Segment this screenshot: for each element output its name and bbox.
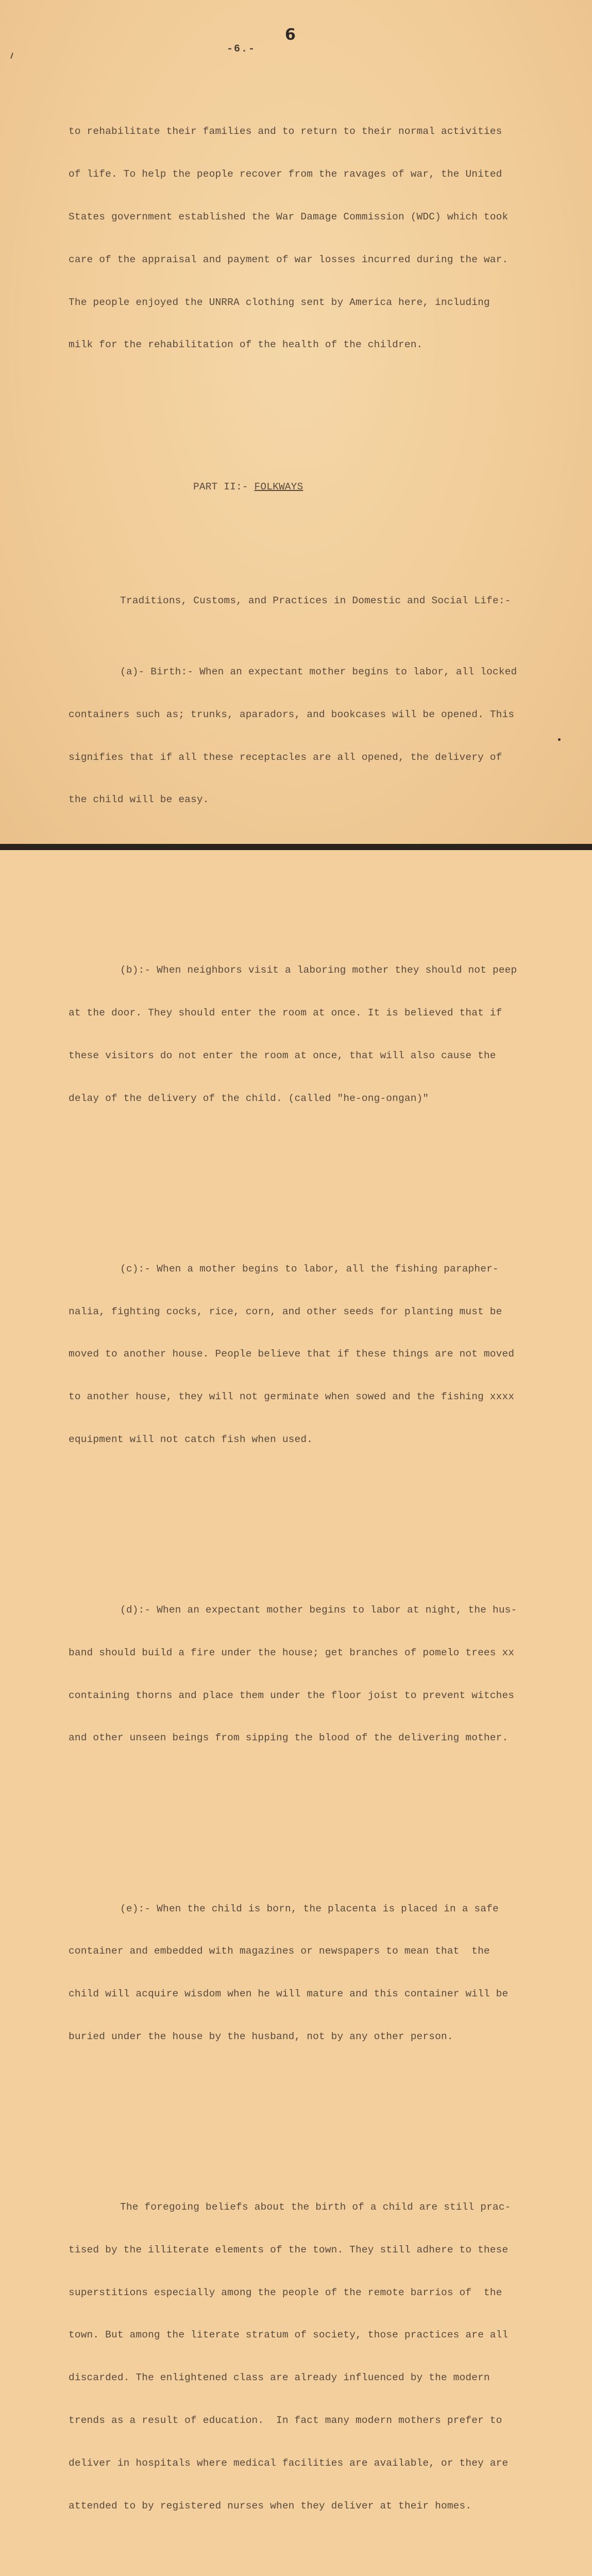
- text-line: to rehabilitate their families and to return to their normal activities: [69, 126, 502, 138]
- text-line: deliver in hospitals where medical facilities are available, or they are: [69, 2457, 509, 2469]
- text-line: nalia, fighting cocks, rice, corn, and other seeds for planting must be: [69, 1306, 502, 1317]
- paragraph-birth-d: [69, 1575, 563, 1774]
- text-line: containing thorns and place them under the floor joist to prevent witches: [69, 1689, 515, 1701]
- text-line: moved to another house. People believe that if these things are not moved: [69, 1348, 515, 1360]
- paragraph-birth-e: [69, 1873, 563, 2072]
- text-line: discarded. The enlightened class are already influenced by the modern: [69, 2372, 490, 2384]
- paragraph-birth-a: [69, 637, 563, 836]
- text-line: containers such as; trunks, aparadors, and bookcases will be opened. This: [69, 708, 515, 720]
- text-line: States government established the War Damage Commission (WDC) which took: [69, 211, 509, 223]
- text-line: child will acquire wisdom when he will mature and this container will be: [69, 1988, 509, 2000]
- paragraph-intro: [69, 96, 563, 381]
- text-line: care of the appraisal and payment of war losses incurred during the war.: [69, 253, 509, 265]
- text-line: the child will be easy.: [69, 794, 209, 806]
- text-line: signifies that if all these receptacles are all opened, the delivery of: [69, 751, 502, 763]
- text-line: at the door. They should enter the room at once. It is believed that if: [69, 1007, 502, 1019]
- text-line: (b):- When neighbors visit a laboring mother they should not peep: [120, 964, 517, 976]
- text-line: superstitions especially among the people of the remote barrios of the: [69, 2286, 502, 2298]
- text-line: (c):- When a mother begins to labor, all the fishing parapher-: [120, 1263, 499, 1275]
- ink-spot: [558, 738, 561, 741]
- text-line: The foregoing beliefs about the birth of a child are still prac-: [120, 2201, 511, 2213]
- text-line: attended to by registered nurses when they deliver at their homes.: [69, 2500, 472, 2512]
- part-title-folkways: FOLKWAYS: [254, 481, 303, 493]
- text-line: of life. To help the people recover from the ravages of war, the United: [69, 168, 502, 180]
- text-line: buried under the house by the husband, not by any other person.: [69, 2030, 453, 2042]
- part-title: [69, 480, 563, 495]
- text-line: and other unseen beings from sipping the blood of the delivering mother.: [69, 1732, 509, 1744]
- handwritten-page-number: 6: [285, 26, 296, 44]
- text-line: (a)- Birth:- When an expectant mother begins to labor, all locked: [120, 666, 517, 677]
- text-line: to another house, they will not germinate when sowed and the fishing xxxx: [69, 1391, 515, 1403]
- margin-mark: [10, 53, 13, 59]
- text-line: these visitors do not enter the room at once, that will also cause the: [69, 1049, 496, 1061]
- text-line: tised by the illiterate elements of the town. They still adhere to these: [69, 2244, 509, 2256]
- part-title-prefix: PART II:-: [193, 481, 255, 493]
- section-heading: Traditions, Customs, and Practices in Domestic and Social Life:-: [120, 595, 511, 606]
- text-line: (d):- When an expectant mother begins to labor at night, the hus-: [120, 1604, 517, 1616]
- paragraph-birth-b: [69, 935, 563, 1134]
- text-line: equipment will not catch fish when used.: [69, 1434, 313, 1445]
- text-line: delay of the delivery of the child. (called "he-ong-ongan)": [69, 1092, 429, 1104]
- text-line: container and embedded with magazines or newspapers to mean that the: [69, 1945, 490, 1957]
- typed-page-number: -6.-: [227, 43, 256, 55]
- text-line: (e):- When the child is born, the placenta is placed in a safe: [120, 1903, 499, 1914]
- text-line: band should build a fire under the house; get branches of pomelo trees xx: [69, 1647, 515, 1658]
- text-line: milk for the rehabilitation of the health of the children.: [69, 339, 423, 351]
- paragraph-birth-c: [69, 1234, 563, 1476]
- text-line: trends as a result of education. In fact many modern mothers prefer to: [69, 2414, 502, 2426]
- text-line: town. But among the literate stratum of society, those practices are all: [69, 2329, 509, 2341]
- scan-edge: [0, 844, 592, 850]
- document-body: [69, 68, 563, 2576]
- paragraph-foregoing: [69, 2172, 563, 2541]
- text-line: The people enjoyed the UNRRA clothing sent by America here, including: [69, 296, 490, 308]
